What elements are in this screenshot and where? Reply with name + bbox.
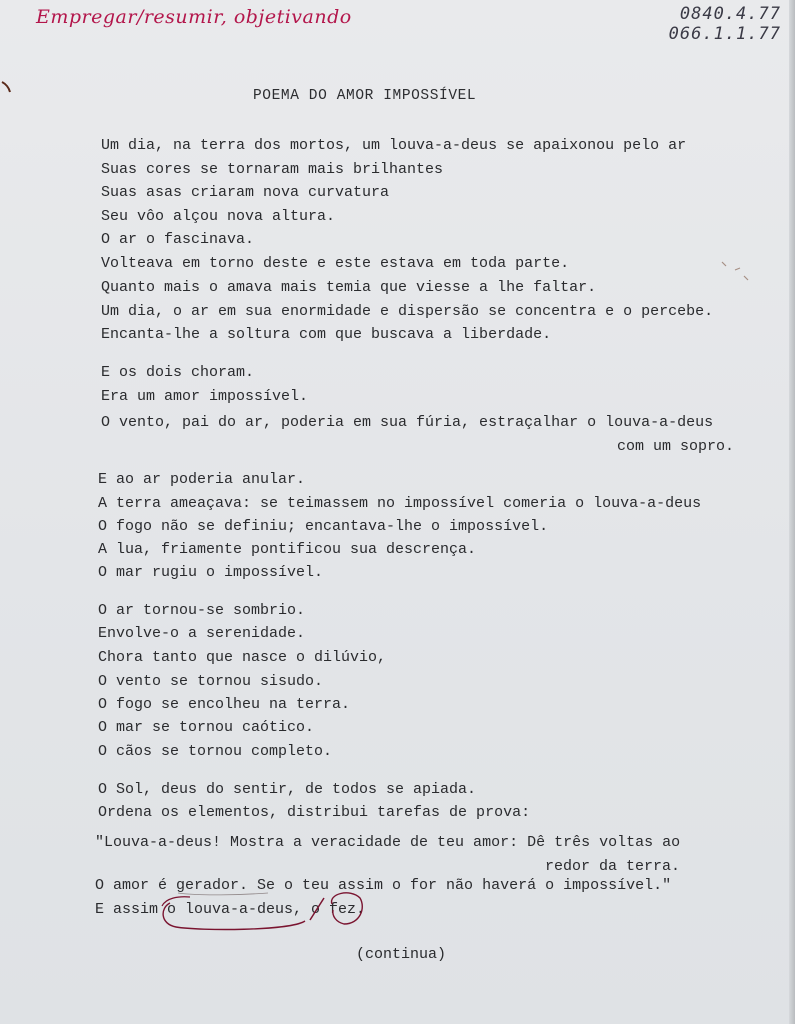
smudge-mark [722,262,748,280]
archive-code-2: 066.1.1.77 [668,24,781,44]
poem-line: Um dia, na terra dos mortos, um louva-a-deus se apaixonou pelo ar [101,137,687,154]
strike-mark [310,898,324,920]
ink-mark [2,82,10,92]
poem-line: com um sopro. [617,438,735,455]
poem-line: Era um amor impossível. [101,388,309,405]
circle-mark [332,893,363,924]
continuation-marker: (continua) [356,946,447,963]
poem-line: Um dia, o ar em sua enormidade e dispersão se concentra e o percebe. [101,303,714,320]
poem-line: Volteava em torno deste e este estava em toda parte. [101,255,570,272]
poem-line: O amor é gerador. Se o teu assim o for não haverá o impossível." [95,877,672,894]
poem-line: O Sol, deus do sentir, de todos se apiada. [98,781,477,798]
poem-line: A lua, friamente pontificou sua descrença. [98,541,477,558]
poem-line: E ao ar poderia anular. [98,471,306,488]
poem-line: Ordena os elementos, distribui tarefas de prova: [98,804,531,821]
poem-line: O cãos se tornou completo. [98,743,333,760]
poem-line: Encanta-lhe a soltura com que buscava a liberdade. [101,326,552,343]
poem-line: redor da terra. [545,858,681,875]
poem-line: "Louva-a-deus! Mostra a veracidade de teu amor: Dê três voltas ao [95,834,681,851]
poem-title: POEMA DO AMOR IMPOSSÍVEL [253,88,477,104]
poem-line: Chora tanto que nasce o dilúvio, [98,649,387,666]
underline-mark [178,893,268,895]
poem-line: O ar o fascinava. [101,231,255,248]
poem-line: E assim o louva-a-deus, o fez. [95,901,366,918]
poem-line: O vento se tornou sisudo. [98,673,324,690]
handwritten-note: Empregar/resumir, objetivando [36,6,352,28]
poem-line: A terra ameaçava: se teimassem no impossível comeria o louva-a-deus [98,495,702,512]
poem-line: Envolve-o a serenidade. [98,625,306,642]
poem-line: Suas cores se tornaram mais brilhantes [101,161,444,178]
poem-line: O vento, pai do ar, poderia em sua fúria, estraçalhar o louva-a-deus [101,414,714,431]
poem-line: Seu vôo alçou nova altura. [101,208,336,225]
circle-mark [162,897,190,906]
poem-line: O ar tornou-se sombrio. [98,602,306,619]
archive-code-1: 0840.4.77 [679,4,781,24]
poem-line: E os dois choram. [101,364,255,381]
poem-line: Quanto mais o amava mais temia que viesse a lhe faltar. [101,279,597,296]
poem-line: Suas asas criaram nova curvatura [101,184,390,201]
poem-line: O fogo se encolheu na terra. [98,696,351,713]
circle-mark [163,903,305,929]
poem-line: O fogo não se definiu; encantava-lhe o impossível. [98,518,549,535]
poem-line: O mar se tornou caótico. [98,719,315,736]
poem-line: O mar rugiu o impossível. [98,564,324,581]
